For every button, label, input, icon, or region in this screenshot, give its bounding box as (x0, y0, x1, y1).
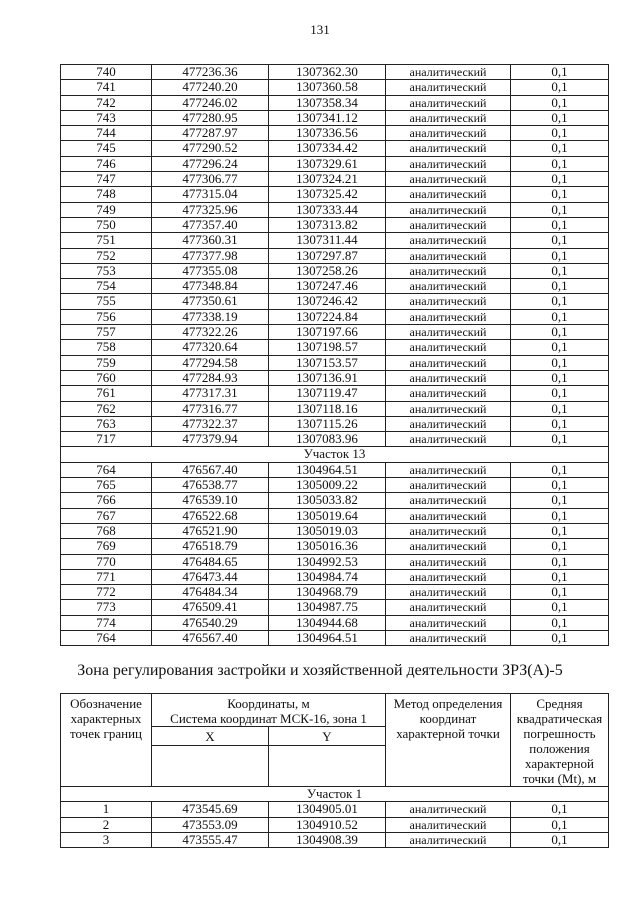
error: 0,1 (511, 630, 609, 645)
header-y-spacer (269, 745, 386, 786)
method: аналитический (386, 340, 511, 355)
method: аналитический (386, 802, 511, 817)
coord-x: 477355.08 (152, 263, 269, 278)
coord-y: 1307119.47 (269, 386, 386, 401)
coord-x: 477357.40 (152, 217, 269, 232)
table-row (61, 355, 609, 370)
error: 0,1 (511, 585, 609, 600)
method: аналитический (386, 478, 511, 493)
header-point-designation: Обозначение характерных точек границ (61, 694, 152, 787)
coord-x: 473545.69 (152, 802, 269, 817)
point-id: 769 (61, 539, 152, 554)
method: аналитический (386, 325, 511, 340)
coord-y: 1304968.79 (269, 585, 386, 600)
method: аналитический (386, 600, 511, 615)
method: аналитический (386, 263, 511, 278)
coord-x: 477246.02 (152, 95, 269, 110)
coord-x: 477379.94 (152, 432, 269, 447)
point-id: 749 (61, 202, 152, 217)
method: аналитический (386, 309, 511, 324)
coord-y: 1307083.96 (269, 432, 386, 447)
point-id: 744 (61, 126, 152, 141)
coord-x: 477287.97 (152, 126, 269, 141)
method: аналитический (386, 569, 511, 584)
section-row (61, 787, 609, 802)
coord-x: 477290.52 (152, 141, 269, 156)
coord-x: 476522.68 (152, 508, 269, 523)
error: 0,1 (511, 832, 609, 847)
point-id: 759 (61, 355, 152, 370)
point-id: 772 (61, 585, 152, 600)
error: 0,1 (511, 370, 609, 385)
table-row (61, 539, 609, 554)
coord-y: 1307336.56 (269, 126, 386, 141)
coord-x: 477350.61 (152, 294, 269, 309)
coord-x: 477284.93 (152, 370, 269, 385)
point-id: 758 (61, 340, 152, 355)
table-row (61, 309, 609, 324)
header-method: Метод определения координат характерной точки (386, 694, 511, 787)
coord-x: 477296.24 (152, 156, 269, 171)
table-row (61, 615, 609, 630)
coord-y: 1305009.22 (269, 478, 386, 493)
point-id: 771 (61, 569, 152, 584)
error: 0,1 (511, 217, 609, 232)
table-row (61, 554, 609, 569)
coord-x: 473555.47 (152, 832, 269, 847)
error: 0,1 (511, 416, 609, 431)
method: аналитический (386, 95, 511, 110)
error: 0,1 (511, 432, 609, 447)
point-id: 751 (61, 233, 152, 248)
error: 0,1 (511, 248, 609, 263)
point-id: 773 (61, 600, 152, 615)
table-row (61, 294, 609, 309)
coord-x: 477236.36 (152, 65, 269, 80)
method: аналитический (386, 508, 511, 523)
coord-y: 1304908.39 (269, 832, 386, 847)
point-id: 767 (61, 508, 152, 523)
table-row (61, 248, 609, 263)
table-row (61, 600, 609, 615)
error: 0,1 (511, 202, 609, 217)
coord-y: 1304984.74 (269, 569, 386, 584)
table-row (61, 340, 609, 355)
table2-rows (61, 802, 609, 848)
coord-x: 477360.31 (152, 233, 269, 248)
method: аналитический (386, 615, 511, 630)
point-id: 750 (61, 217, 152, 232)
coord-x: 477322.37 (152, 416, 269, 431)
point-id: 2 (61, 817, 152, 832)
point-id: 768 (61, 523, 152, 538)
error: 0,1 (511, 615, 609, 630)
table-row (61, 263, 609, 278)
error: 0,1 (511, 172, 609, 187)
point-id: 3 (61, 832, 152, 847)
table-row (61, 802, 609, 817)
coord-y: 1307329.61 (269, 156, 386, 171)
table-row (61, 462, 609, 477)
coord-y: 1307311.44 (269, 233, 386, 248)
section-row (61, 447, 609, 462)
table-row (61, 65, 609, 80)
coord-y: 1307246.42 (269, 294, 386, 309)
table-row (61, 508, 609, 523)
method: аналитический (386, 832, 511, 847)
point-id: 752 (61, 248, 152, 263)
coord-x: 477294.58 (152, 355, 269, 370)
header-coord-system: Система координат МСК-16, зона 1 (170, 711, 367, 726)
table-row (61, 187, 609, 202)
method: аналитический (386, 126, 511, 141)
table-row (61, 585, 609, 600)
coord-y: 1307297.87 (269, 248, 386, 263)
error: 0,1 (511, 554, 609, 569)
error: 0,1 (511, 401, 609, 416)
method: аналитический (386, 493, 511, 508)
coordinates-table-1 (60, 64, 609, 646)
coord-y: 1307360.58 (269, 80, 386, 95)
table-row (61, 478, 609, 493)
coord-x: 476518.79 (152, 539, 269, 554)
error: 0,1 (511, 600, 609, 615)
error: 0,1 (511, 493, 609, 508)
method: аналитический (386, 355, 511, 370)
coord-x: 476509.41 (152, 600, 269, 615)
method: аналитический (386, 202, 511, 217)
header-x: X (152, 727, 269, 745)
method: аналитический (386, 294, 511, 309)
method: аналитический (386, 462, 511, 477)
table-row (61, 817, 609, 832)
coord-y: 1307334.42 (269, 141, 386, 156)
coord-x: 477280.95 (152, 110, 269, 125)
point-id: 757 (61, 325, 152, 340)
coord-x: 477322.26 (152, 325, 269, 340)
method: аналитический (386, 172, 511, 187)
table-row (61, 569, 609, 584)
coord-x: 476473.44 (152, 569, 269, 584)
coord-y: 1305019.64 (269, 508, 386, 523)
table-row (61, 279, 609, 294)
method: аналитический (386, 523, 511, 538)
header-y: Y (269, 727, 386, 745)
coord-x: 477325.96 (152, 202, 269, 217)
error: 0,1 (511, 325, 609, 340)
method: аналитический (386, 416, 511, 431)
method: аналитический (386, 65, 511, 80)
coord-x: 476567.40 (152, 462, 269, 477)
point-id: 766 (61, 493, 152, 508)
method: аналитический (386, 370, 511, 385)
coord-y: 1307197.66 (269, 325, 386, 340)
method: аналитический (386, 110, 511, 125)
point-id: 741 (61, 80, 152, 95)
point-id: 743 (61, 110, 152, 125)
table-row (61, 325, 609, 340)
error: 0,1 (511, 386, 609, 401)
error: 0,1 (511, 478, 609, 493)
coord-x: 473553.09 (152, 817, 269, 832)
point-id: 770 (61, 554, 152, 569)
error: 0,1 (511, 126, 609, 141)
coord-y: 1307313.82 (269, 217, 386, 232)
point-id: 760 (61, 370, 152, 385)
coord-y: 1307115.26 (269, 416, 386, 431)
coord-y: 1304944.68 (269, 615, 386, 630)
section-label: Участок 13 (61, 447, 609, 462)
method: аналитический (386, 233, 511, 248)
coord-y: 1304992.53 (269, 554, 386, 569)
method: аналитический (386, 585, 511, 600)
point-id: 755 (61, 294, 152, 309)
point-id: 747 (61, 172, 152, 187)
point-id: 764 (61, 630, 152, 645)
coord-x: 476538.77 (152, 478, 269, 493)
coord-y: 1307153.57 (269, 355, 386, 370)
point-id: 717 (61, 432, 152, 447)
coord-y: 1304910.52 (269, 817, 386, 832)
page-number: 131 (310, 22, 330, 37)
coord-x: 477348.84 (152, 279, 269, 294)
coord-x: 477377.98 (152, 248, 269, 263)
point-id: 1 (61, 802, 152, 817)
coord-y: 1307118.16 (269, 401, 386, 416)
header-coords-label: Координаты, м (227, 696, 310, 711)
error: 0,1 (511, 294, 609, 309)
coord-x: 477338.19 (152, 309, 269, 324)
point-id: 764 (61, 462, 152, 477)
point-id: 756 (61, 309, 152, 324)
coord-x: 476484.34 (152, 585, 269, 600)
method: аналитический (386, 401, 511, 416)
error: 0,1 (511, 569, 609, 584)
method: аналитический (386, 386, 511, 401)
table-row (61, 416, 609, 431)
table-row (61, 523, 609, 538)
point-id: 761 (61, 386, 152, 401)
coord-x: 477240.20 (152, 80, 269, 95)
method: аналитический (386, 248, 511, 263)
method: аналитический (386, 817, 511, 832)
error: 0,1 (511, 462, 609, 477)
error: 0,1 (511, 309, 609, 324)
error: 0,1 (511, 110, 609, 125)
coord-y: 1307325.42 (269, 187, 386, 202)
table1-rows-a (61, 65, 609, 447)
error: 0,1 (511, 156, 609, 171)
point-id: 762 (61, 401, 152, 416)
coordinates-table-2 (60, 693, 609, 848)
table-row (61, 95, 609, 110)
method: аналитический (386, 80, 511, 95)
header-coordinates (152, 694, 386, 727)
coord-y: 1307258.26 (269, 263, 386, 278)
method: аналитический (386, 539, 511, 554)
table1-rows-b (61, 462, 609, 646)
error: 0,1 (511, 80, 609, 95)
coord-y: 1307136.91 (269, 370, 386, 385)
point-id: 774 (61, 615, 152, 630)
point-id: 754 (61, 279, 152, 294)
coord-x: 476540.29 (152, 615, 269, 630)
error: 0,1 (511, 279, 609, 294)
error: 0,1 (511, 141, 609, 156)
error: 0,1 (511, 817, 609, 832)
coord-y: 1305019.03 (269, 523, 386, 538)
coord-x: 476521.90 (152, 523, 269, 538)
coord-y: 1304905.01 (269, 802, 386, 817)
method: аналитический (386, 156, 511, 171)
table-row (61, 630, 609, 645)
coord-x: 477306.77 (152, 172, 269, 187)
error: 0,1 (511, 539, 609, 554)
table-row (61, 401, 609, 416)
point-id: 745 (61, 141, 152, 156)
coord-y: 1304964.51 (269, 630, 386, 645)
table-row (61, 832, 609, 847)
table-row (61, 493, 609, 508)
coord-y: 1307324.21 (269, 172, 386, 187)
method: аналитический (386, 554, 511, 569)
coord-y: 1307198.57 (269, 340, 386, 355)
table-row (61, 156, 609, 171)
coord-y: 1307247.46 (269, 279, 386, 294)
method: аналитический (386, 279, 511, 294)
error: 0,1 (511, 65, 609, 80)
coord-x: 477316.77 (152, 401, 269, 416)
coord-y: 1307224.84 (269, 309, 386, 324)
error: 0,1 (511, 802, 609, 817)
method: аналитический (386, 432, 511, 447)
coord-y: 1305033.82 (269, 493, 386, 508)
coord-y: 1307362.30 (269, 65, 386, 80)
table-row (61, 386, 609, 401)
error: 0,1 (511, 95, 609, 110)
header-error: Средняя квадратическая погрешность положения характерной точки (Mt), м (511, 694, 609, 787)
coord-y: 1307341.12 (269, 110, 386, 125)
table-row (61, 172, 609, 187)
error: 0,1 (511, 340, 609, 355)
table-row (61, 202, 609, 217)
table-row (61, 217, 609, 232)
table-row (61, 110, 609, 125)
coord-x: 477320.64 (152, 340, 269, 355)
point-id: 742 (61, 95, 152, 110)
error: 0,1 (511, 523, 609, 538)
point-id: 753 (61, 263, 152, 278)
error: 0,1 (511, 263, 609, 278)
method: аналитический (386, 141, 511, 156)
coord-x: 477317.31 (152, 386, 269, 401)
coord-x: 476567.40 (152, 630, 269, 645)
method: аналитический (386, 217, 511, 232)
section-label: Участок 1 (61, 787, 609, 802)
error: 0,1 (511, 508, 609, 523)
table-row (61, 370, 609, 385)
coord-y: 1304987.75 (269, 600, 386, 615)
table-row (61, 432, 609, 447)
coord-x: 476484.65 (152, 554, 269, 569)
table-row (61, 141, 609, 156)
method: аналитический (386, 187, 511, 202)
coord-y: 1304964.51 (269, 462, 386, 477)
point-id: 746 (61, 156, 152, 171)
table-row (61, 126, 609, 141)
error: 0,1 (511, 187, 609, 202)
coord-x: 476539.10 (152, 493, 269, 508)
table-row (61, 80, 609, 95)
coord-y: 1307358.34 (269, 95, 386, 110)
error: 0,1 (511, 355, 609, 370)
coord-y: 1305016.36 (269, 539, 386, 554)
point-id: 763 (61, 416, 152, 431)
table-row (61, 233, 609, 248)
coord-x: 477315.04 (152, 187, 269, 202)
zone-title: Зона регулирования застройки и хозяйственной деятельности ЗРЗ(А)-5 (77, 662, 563, 679)
point-id: 765 (61, 478, 152, 493)
method: аналитический (386, 630, 511, 645)
point-id: 740 (61, 65, 152, 80)
coord-y: 1307333.44 (269, 202, 386, 217)
error: 0,1 (511, 233, 609, 248)
header-x-spacer (152, 745, 269, 786)
point-id: 748 (61, 187, 152, 202)
